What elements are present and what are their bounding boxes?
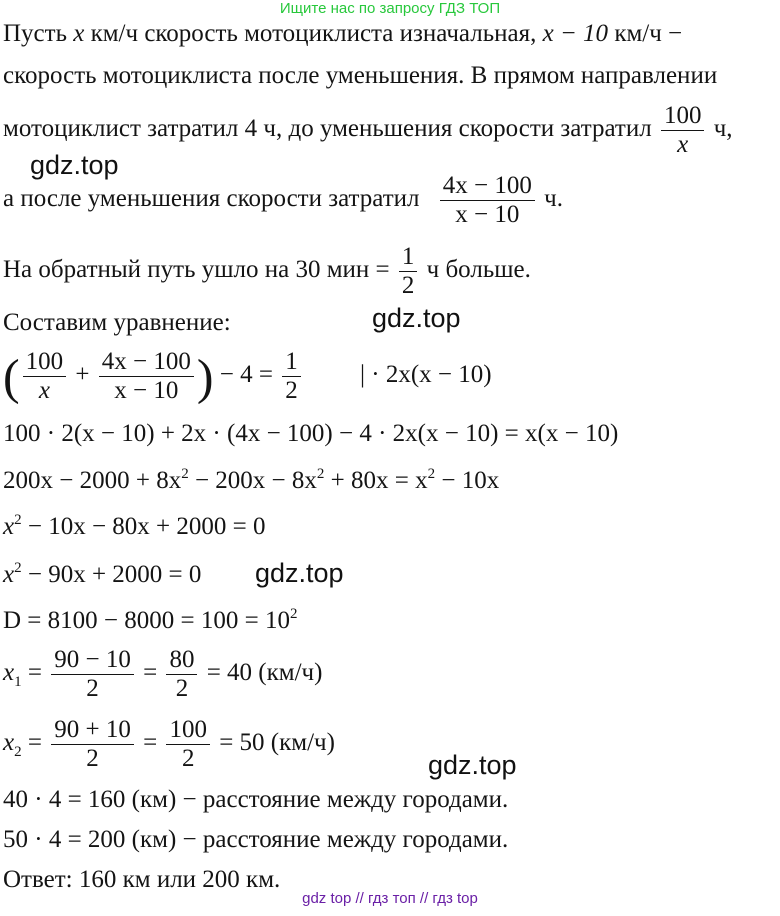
- text: D = 8100 − 8000 = 100 = 10: [3, 607, 290, 634]
- subscript: 1: [14, 674, 22, 691]
- text-line-2: скорость мотоциклиста после уменьшения. В прямом направлении: [3, 62, 718, 89]
- numerator: 100: [25, 348, 64, 375]
- denominator: 2: [282, 376, 301, 405]
- exponent: 2: [427, 466, 436, 482]
- operator: +: [75, 361, 90, 389]
- watermark: gdz.top: [255, 558, 344, 588]
- var: x: [677, 131, 689, 158]
- numerator: 4x − 100: [101, 348, 191, 375]
- denominator: x − 10: [440, 200, 535, 229]
- paren-open: (: [3, 348, 20, 405]
- text: − 10x − 80x + 2000 = 0: [21, 513, 266, 540]
- text-line-4: [3, 172, 563, 229]
- text: 200x − 2000 + 8x: [3, 467, 182, 494]
- var: x: [3, 561, 15, 588]
- equation-x2: [3, 716, 335, 773]
- equation-4: [3, 512, 266, 541]
- operator: =: [27, 659, 42, 687]
- text-line-1: [3, 20, 682, 48]
- text: ч,: [713, 115, 733, 143]
- numerator: 1: [401, 243, 415, 270]
- text: − 4 =: [219, 361, 273, 389]
- equation-5: [3, 560, 201, 589]
- result: = 50 (км/ч): [219, 729, 335, 757]
- text: + 80x = x: [324, 467, 428, 494]
- exponent: 2: [14, 512, 22, 528]
- text: На обратный путь ушло на 30 мин =: [3, 256, 390, 284]
- text: − 200x − 8x: [188, 467, 317, 494]
- fraction: [166, 716, 210, 773]
- footer-banner: gdz top // гдз топ // гдз top: [302, 890, 478, 907]
- denominator: 2: [51, 744, 134, 773]
- top-banner: Ищите нас по запросу ГДЗ ТОП: [279, 0, 501, 17]
- fraction: [23, 348, 67, 405]
- exponent: 2: [14, 560, 22, 576]
- var: x: [3, 659, 15, 687]
- var: x: [3, 513, 15, 540]
- numerator: 100: [169, 716, 207, 743]
- text-line-9: 40 · 4 = 160 (км) − расстояние между городами.: [3, 786, 509, 813]
- denominator: 2: [399, 271, 418, 300]
- exponent: 2: [289, 606, 298, 622]
- operator: =: [27, 729, 42, 757]
- var: x: [3, 729, 15, 757]
- exponent: 2: [316, 466, 325, 482]
- text: ч.: [544, 185, 563, 213]
- text: − 90x + 2000 = 0: [21, 561, 202, 588]
- watermark: gdz.top: [30, 150, 119, 180]
- multiplier: | · 2x(x − 10): [359, 361, 492, 389]
- watermark: gdz.top: [372, 303, 461, 333]
- equation-1: [3, 348, 492, 405]
- var: x: [73, 20, 85, 47]
- denominator: 2: [166, 744, 210, 773]
- text: км/ч скорость мотоциклиста изначальная,: [90, 20, 537, 47]
- text-line-6: Составим уравнение:: [3, 309, 231, 336]
- text: − 10x: [435, 467, 500, 494]
- numerator: 90 + 10: [54, 716, 131, 743]
- denominator: x − 10: [99, 376, 194, 405]
- fraction-half: [399, 243, 418, 300]
- fraction-time-after: [440, 172, 535, 229]
- paren-close: ): [196, 348, 214, 405]
- denominator: 2: [51, 674, 134, 703]
- watermark: gdz.top: [428, 750, 517, 780]
- text-line-5: [3, 243, 531, 300]
- numerator: 4x − 100: [442, 172, 532, 199]
- equation-6: [3, 606, 297, 635]
- numerator: 100: [663, 102, 702, 129]
- exponent: 2: [181, 466, 189, 482]
- operator: =: [143, 659, 158, 687]
- equation-2: 100 · 2(x − 10) + 2x · (4x − 100) − 4 · 2x(x − 10) = x(x − 10): [3, 420, 619, 447]
- numerator: 1: [285, 348, 298, 375]
- text: ч больше.: [426, 256, 531, 284]
- fraction: [166, 646, 197, 703]
- fraction: [51, 716, 134, 773]
- denominator: 2: [166, 674, 197, 703]
- denominator: [23, 376, 67, 405]
- denominator: [661, 130, 705, 159]
- equation-3: [3, 466, 499, 495]
- result: = 40 (км/ч): [206, 659, 323, 687]
- answer-line: Ответ: 160 км или 200 км.: [3, 866, 281, 893]
- fraction: [99, 348, 194, 405]
- subscript: 2: [14, 744, 22, 761]
- fraction-half: [282, 348, 301, 405]
- fraction-100-over-x: [661, 102, 705, 159]
- numerator: 80: [169, 646, 195, 673]
- text: мотоциклист затратил 4 ч, до уменьшения скорости затратил: [3, 115, 652, 143]
- text-line-10: 50 · 4 = 200 (км) − расстояние между городами.: [3, 826, 509, 853]
- text: Пусть: [3, 20, 67, 47]
- text: а после уменьшения скорости затратил: [3, 185, 420, 213]
- numerator: 90 − 10: [54, 646, 131, 673]
- operator: =: [143, 729, 158, 757]
- equation-x1: [3, 646, 322, 703]
- text: км/ч −: [614, 20, 683, 47]
- fraction: [51, 646, 134, 703]
- expr: x − 10: [542, 20, 609, 47]
- var: x: [38, 377, 50, 404]
